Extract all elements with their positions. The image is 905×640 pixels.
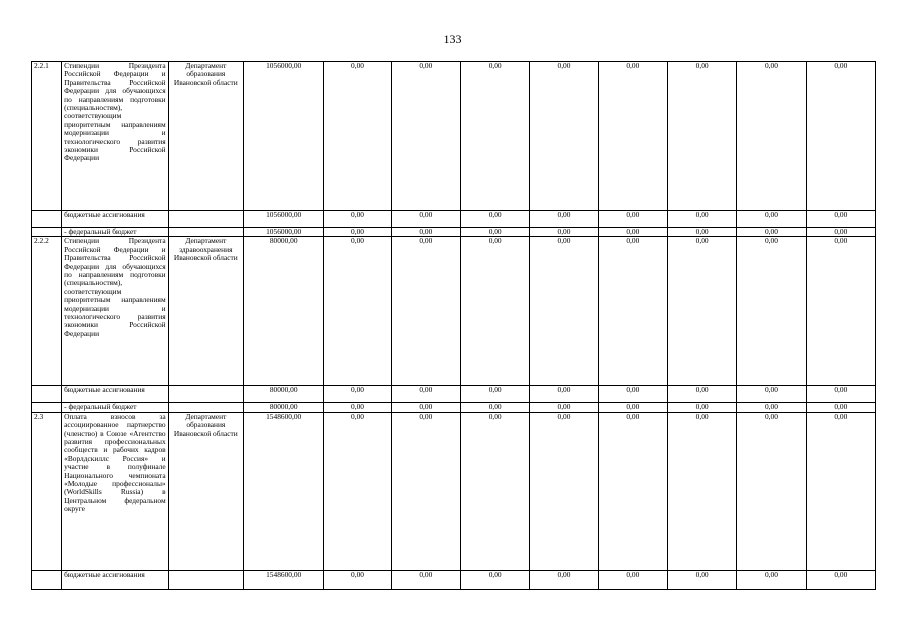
row-value-cell: 0,00 [737,211,806,228]
row-number-cell [32,211,62,228]
table-row-fed [32,403,876,412]
row-name-cell: Оплата взносов за ассоциированное партнерство (членство) в Союзе «Агентство развития профессиональных сообществ и рабочих кадров «Ворлдскиллс Россия» и участие в полуфинале Национального чемпионата «Молодые профессионалы» (WorldSkills Russia) в Центральном федеральном округе [62,412,169,570]
row-value-cell: 0,00 [461,570,530,589]
row-value-cell: 0,00 [324,403,391,412]
row-value-cell: 0,00 [530,412,598,570]
row-value-cell: 0,00 [737,386,806,403]
row-value-cell: 80000,00 [243,237,323,386]
row-value-cell: 0,00 [598,237,667,386]
row-value-cell: 1056000,00 [243,211,323,228]
row-value-cell: 0,00 [461,237,530,386]
row-executor-cell: Департамент образования Ивановской области [168,62,243,211]
row-name-cell: - федеральный бюджет [62,228,169,237]
row-value-cell: 0,00 [667,228,736,237]
row-value-cell: 0,00 [806,412,875,570]
table-row-main [32,237,876,386]
row-value-cell: 80000,00 [243,403,323,412]
row-value-cell: 0,00 [391,228,460,237]
row-value-cell: 1548600,00 [243,570,323,589]
row-value-cell: 0,00 [737,62,806,211]
row-value-cell: 0,00 [391,211,460,228]
row-number-cell [32,570,62,589]
row-value-cell: 0,00 [324,412,391,570]
row-executor-cell [168,228,243,237]
row-value-cell: 0,00 [598,403,667,412]
row-value-cell: 0,00 [324,570,391,589]
row-value-cell: 0,00 [530,386,598,403]
row-value-cell: 0,00 [667,412,736,570]
row-value-cell: 0,00 [667,211,736,228]
table-row-sub [32,386,876,403]
row-value-cell: 0,00 [806,386,875,403]
table-row-sub [32,570,876,589]
row-value-cell: 0,00 [667,403,736,412]
row-value-cell: 0,00 [461,386,530,403]
row-number-cell: 2.2.2 [32,237,62,386]
row-number-cell: 2.2.1 [32,62,62,211]
row-value-cell: 0,00 [324,211,391,228]
row-executor-cell [168,403,243,412]
row-value-cell: 0,00 [530,570,598,589]
row-value-cell: 0,00 [461,211,530,228]
row-executor-cell: Департамент образования Ивановской области [168,412,243,570]
row-executor-cell [168,570,243,589]
row-value-cell: 0,00 [324,386,391,403]
row-value-cell: 0,00 [806,237,875,386]
row-number-cell [32,386,62,403]
row-value-cell: 0,00 [737,228,806,237]
row-number-cell [32,403,62,412]
row-value-cell: 0,00 [737,412,806,570]
row-number-cell [32,228,62,237]
row-name-cell: бюджетные ассигнования [62,211,169,228]
row-value-cell: 0,00 [530,228,598,237]
row-value-cell: 0,00 [667,237,736,386]
row-value-cell: 0,00 [598,62,667,211]
row-number-cell: 2.3 [32,412,62,570]
row-value-cell: 0,00 [667,386,736,403]
table-row-main [32,62,876,211]
row-value-cell: 0,00 [806,228,875,237]
row-value-cell: 0,00 [806,570,875,589]
row-value-cell: 0,00 [391,570,460,589]
row-value-cell: 0,00 [737,237,806,386]
row-value-cell: 0,00 [806,211,875,228]
row-value-cell: 0,00 [391,237,460,386]
row-value-cell: 0,00 [806,403,875,412]
row-value-cell: 1056000,00 [243,228,323,237]
row-value-cell: 1056000,00 [243,62,323,211]
row-value-cell: 0,00 [737,570,806,589]
row-value-cell: 80000,00 [243,386,323,403]
row-value-cell: 0,00 [598,570,667,589]
row-value-cell: 0,00 [737,403,806,412]
table-row-sub [32,211,876,228]
row-value-cell: 0,00 [461,62,530,211]
table-row-fed [32,228,876,237]
row-name-cell: Стипендии Президента Российской Федерации и Правительства Российской Федерации для обучающихся по направлениям подготовки (специальностям), соответствующим приоритетным направлениям модернизации и технологического развития экономики Российской Федерации [62,237,169,386]
row-value-cell: 0,00 [324,237,391,386]
table-row-main [32,412,876,570]
row-value-cell: 0,00 [530,211,598,228]
row-executor-cell [168,386,243,403]
row-value-cell: 1548600,00 [243,412,323,570]
row-name-cell: - федеральный бюджет [62,403,169,412]
row-executor-cell: Департамент здравоохранения Ивановской области [168,237,243,386]
row-value-cell: 0,00 [324,228,391,237]
row-value-cell: 0,00 [391,412,460,570]
row-value-cell: 0,00 [598,386,667,403]
row-value-cell: 0,00 [461,403,530,412]
row-executor-cell [168,211,243,228]
row-value-cell: 0,00 [530,237,598,386]
row-value-cell: 0,00 [530,403,598,412]
row-name-cell: Стипендии Президента Российской Федерации и Правительства Российской Федерации для обучающихся по направлениям подготовки (специальностям), соответствующим приоритетным направлениям модернизации и технологического развития экономики Российской Федерации [62,62,169,211]
row-value-cell: 0,00 [324,62,391,211]
row-value-cell: 0,00 [667,570,736,589]
row-value-cell: 0,00 [391,403,460,412]
row-value-cell: 0,00 [461,228,530,237]
row-name-cell: бюджетные ассигнования [62,570,169,589]
row-value-cell: 0,00 [598,412,667,570]
page-number: 133 [443,32,462,46]
row-name-cell: бюджетные ассигнования [62,386,169,403]
row-value-cell: 0,00 [598,228,667,237]
row-value-cell: 0,00 [461,412,530,570]
row-value-cell: 0,00 [806,62,875,211]
row-value-cell: 0,00 [598,211,667,228]
row-value-cell: 0,00 [667,62,736,211]
budget-table [31,61,876,590]
row-value-cell: 0,00 [530,62,598,211]
row-value-cell: 0,00 [391,386,460,403]
row-value-cell: 0,00 [391,62,460,211]
